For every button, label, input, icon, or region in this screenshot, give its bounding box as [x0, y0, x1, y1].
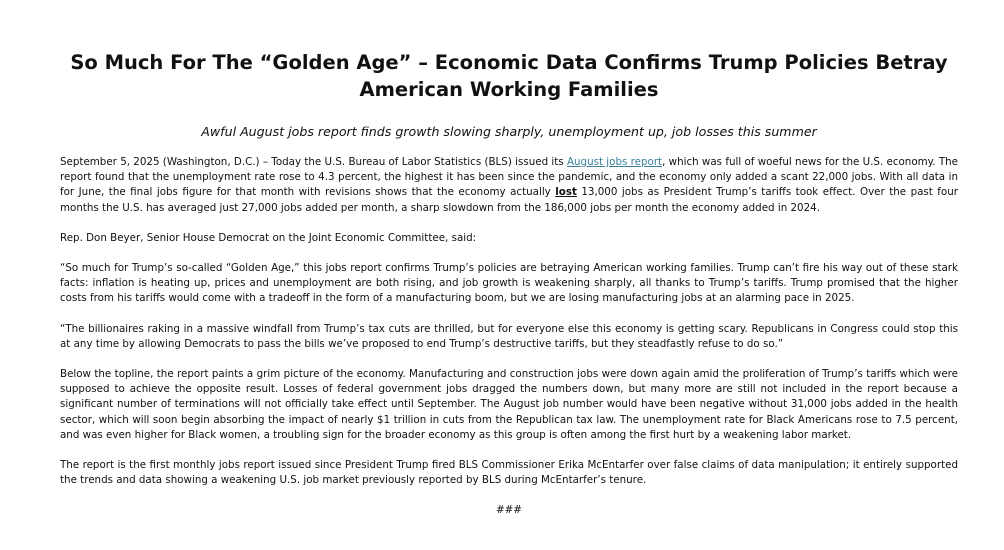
august-jobs-report-link[interactable]: August jobs report: [566, 156, 663, 168]
emphasis-lost: lost: [555, 186, 577, 199]
paragraph-details: Below the topline, the report paints a grim picture of the economy. Manufacturing and construction jobs were down again amid the proliferation of Trump’s tariffs which were supposed to achieve the opposite result. Losses of federal government jobs dragged the numbers down, but many more are still not included in the report because a significant number of terminations will not officially take effect until September. The August job number would have been negative without 31,000 jobs added in the health sector, which will soon begin absorbing the impact of nearly $1 trillion in cuts from the Republican tax law. The unemployment rate for Black Americans rose to 7.5 percent, and was even higher for Black women, a troubling sign for the broader economy as this group is often among the first hurt by a weakening labor market.: [60, 368, 958, 441]
subheadline: Awful August jobs report finds growth slowing sharply, unemployment up, job losses this summer: [201, 124, 817, 139]
article-body: [60, 155, 958, 518]
intro-text-after-emphasis: 13,000 jobs as President Trump’s tariffs took effect. Over the past four months the U.S. has averaged just 27,000 jobs added per month, a sharp slowdown from the 186,000 jobs per month the economy added in 2024.: [60, 186, 958, 214]
intro-text-after-link: , which was full of woeful news for the U.S. economy. The report found that the unemployment rate rose to 4.3 percent, the highest it has been since the pandemic, and the economy only added a scant 22,000 jobs. With all data in for June, the final jobs figure for that month with revisions shows that the economy actually: [60, 156, 959, 199]
headline: So Much For The “Golden Age” – Economic Data Confirms Trump Policies Betray American Working Families: [70, 51, 948, 101]
paragraph-context: The report is the first monthly jobs report issued since President Trump fired BLS Commissioner Erika McEntarfer over false claims of data manipulation; it entirely supported the trends and data showing a weakening U.S. job market previously reported by BLS during McEntarfer’s tenure.: [60, 459, 958, 487]
paragraph-attribution: Rep. Don Beyer, Senior House Democrat on the Joint Economic Committee, said:: [60, 231, 477, 244]
intro-text-before-link: September 5, 2025 (Washington, D.C.) – Today the U.S. Bureau of Labor Statistics (BLS) issued its: [60, 156, 567, 168]
paragraph-quote-1: “So much for Trump’s so-called “Golden Age,” this jobs report confirms Trump’s policies are betraying American working families. Trump can’t fire his way out of these stark facts: inflation is heating up, prices and unemployment are both rising, and job growth is weakening sharply, all thanks to Trump’s tariffs. Trump promised that the higher costs from his tariffs would come with a tradeoff in the form of a manufacturing boom, but we are losing manufacturing jobs at an alarming pace in 2025.: [60, 262, 958, 305]
press-release-page: [60, 0, 958, 518]
paragraph-intro: [60, 155, 958, 216]
paragraph-quote-2: “The billionaires raking in a massive windfall from Trump’s tax cuts are thrilled, but for everyone else this economy is getting scary. Republicans in Congress could stop this at any time by allowing Democrats to pass the bills we’ve proposed to end Trump’s destructive tariffs, but they steadfastly refuse to do so.”: [60, 322, 958, 350]
end-mark: ###: [496, 504, 522, 517]
